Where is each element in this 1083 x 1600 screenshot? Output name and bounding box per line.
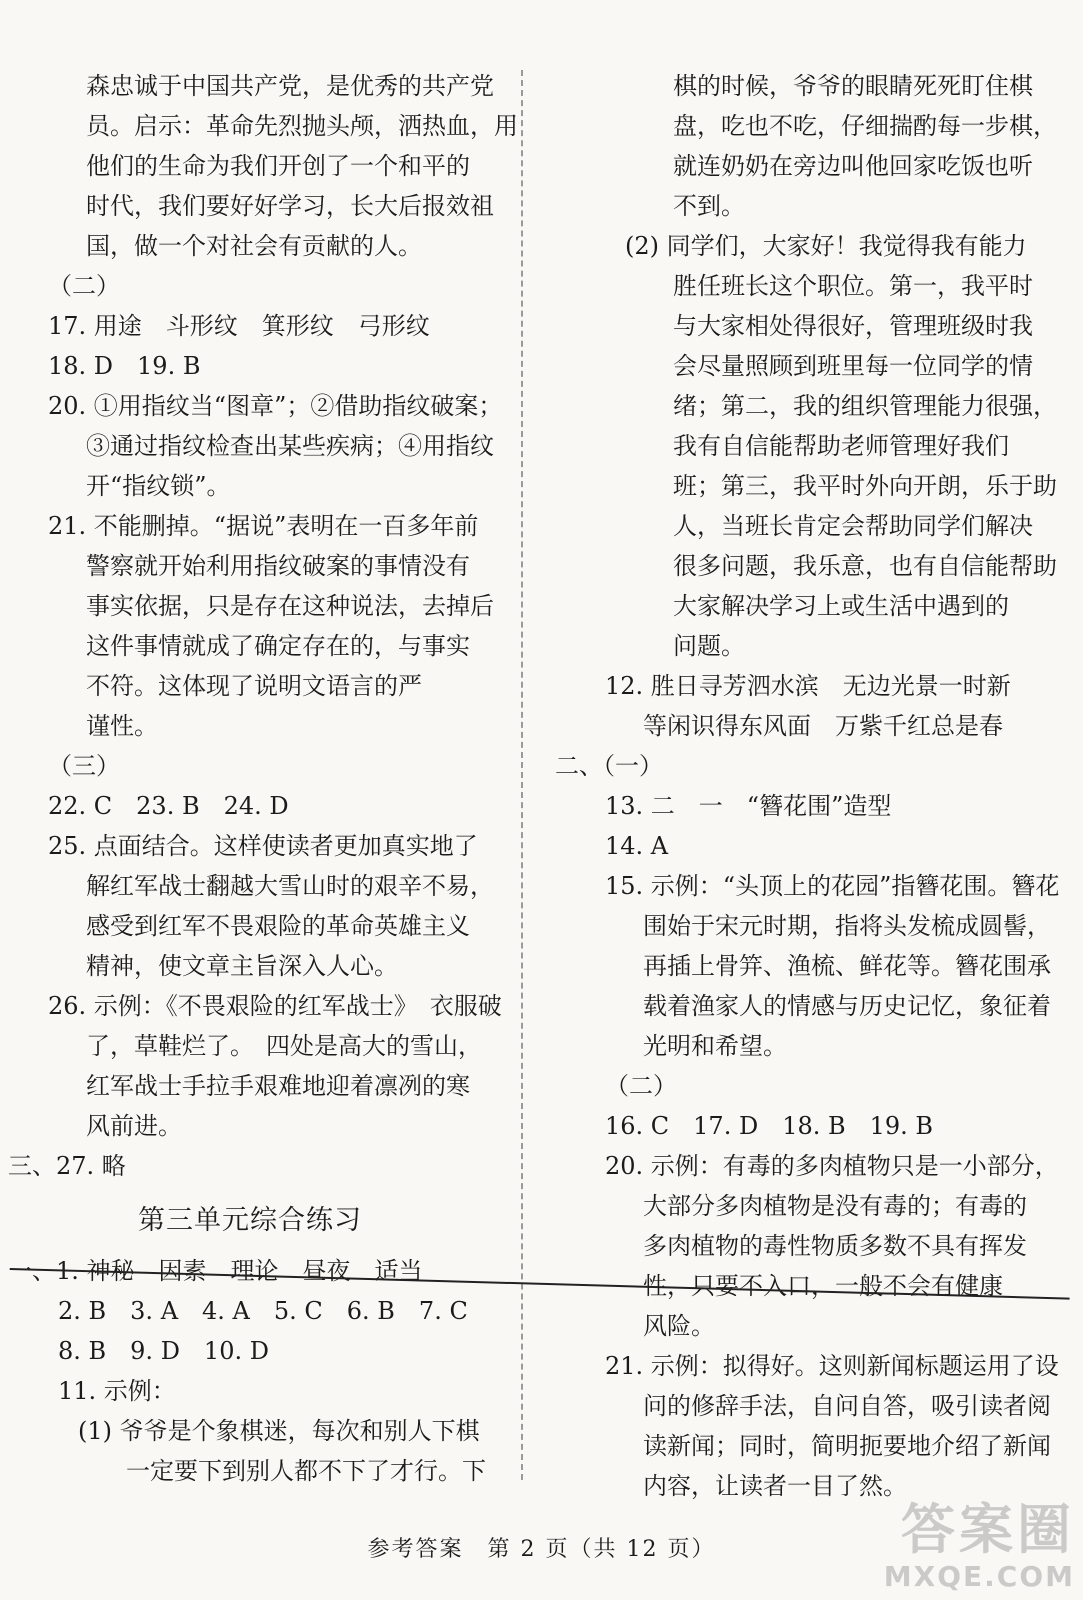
answer-line: 16. C 17. D 18. B 19. B	[605, 1112, 934, 1140]
watermark-logo	[845, 1500, 1075, 1595]
column-divider	[521, 70, 523, 1480]
answer-line: 风前进。	[86, 1112, 182, 1140]
watermark-text: 答案圈	[901, 1498, 1075, 1561]
answer-line: 17. 用途 斗形纹 箕形纹 弓形纹	[48, 312, 430, 340]
answer-line: 感受到红军不畏艰险的革命英雄主义	[86, 912, 470, 940]
answer-line: 绪；第二，我的组织管理能力很强，	[673, 392, 1057, 420]
answer-line: 了，草鞋烂了。 四处是高大的雪山，	[86, 1032, 482, 1060]
answer-line: 26. 示例：《不畏艰险的红军战士》 衣服破	[48, 992, 502, 1020]
watermark-url: MXQE.COM	[883, 1560, 1075, 1593]
answer-line: 警察就开始利用指纹破案的事情没有	[86, 552, 470, 580]
answer-line: 事实依据，只是存在这种说法，去掉后	[86, 592, 494, 620]
answer-line: （二）	[605, 1072, 677, 1100]
answer-line: 解红军战士翻越大雪山时的艰辛不易，	[86, 872, 494, 900]
answer-line: 性，只要不入口，一般不会有健康	[643, 1272, 1003, 1300]
answer-line: 会尽量照顾到班里每一位同学的情	[673, 352, 1033, 380]
answer-line: 谨性。	[86, 712, 158, 740]
answer-line: 多肉植物的毒性物质多数不具有挥发	[643, 1232, 1027, 1260]
answer-line: 围始于宋元时期，指将头发梳成圆髻，	[643, 912, 1051, 940]
answer-line: (1) 爷爷是个象棋迷，每次和别人下棋	[78, 1417, 480, 1445]
answer-line: 15. 示例：“头顶上的花园”指簪花围。簪花	[605, 872, 1060, 900]
answer-line: 三、27. 略	[8, 1152, 126, 1180]
answer-line: 时代，我们要好好学习，长大后报效祖	[86, 192, 494, 220]
answer-line: 棋的时候，爷爷的眼睛死死盯住棋	[673, 72, 1033, 100]
answer-line: 21. 示例：拟得好。这则新闻标题运用了设	[605, 1352, 1059, 1380]
answer-line: 11. 示例：	[58, 1377, 176, 1405]
answer-line: ③通过指纹检查出某些疾病；④用指纹	[86, 432, 494, 460]
answer-line: 12. 胜日寻芳泗水滨 无边光景一时新	[605, 672, 1011, 700]
answer-line: 读新闻；同时，简明扼要地介绍了新闻	[643, 1432, 1051, 1460]
answer-line: 问的修辞手法，自问自答，吸引读者阅	[643, 1392, 1051, 1420]
answer-line: 胜任班长这个职位。第一，我平时	[673, 272, 1033, 300]
answer-line: （三）	[48, 752, 120, 780]
answer-line: 不符。这体现了说明文语言的严	[86, 672, 422, 700]
answer-line: 森忠诚于中国共产党，是优秀的共产党	[86, 72, 494, 100]
answer-line: 就连奶奶在旁边叫他回家吃饭也听	[673, 152, 1033, 180]
answer-line: 国，做一个对社会有贡献的人。	[86, 232, 422, 260]
answer-line: 18. D 19. B	[48, 352, 201, 380]
answer-line: (2) 同学们，大家好！我觉得我有能力	[625, 232, 1027, 260]
answer-line: 再插上骨笄、渔梳、鲜花等。簪花围承	[643, 952, 1051, 980]
unit-heading: 第三单元综合练习	[138, 1205, 362, 1236]
answer-line: 他们的生命为我们开创了一个和平的	[86, 152, 470, 180]
answer-line: 14. A	[605, 832, 669, 860]
answer-line: 大家解决学习上或生活中遇到的	[673, 592, 1009, 620]
answer-line: 我有自信能帮助老师管理好我们	[673, 432, 1009, 460]
answer-line: 等闲识得东风面 万紫千红总是春	[643, 712, 1003, 740]
answer-line: 很多问题，我乐意，也有自信能帮助	[673, 552, 1057, 580]
answer-line: 光明和希望。	[643, 1032, 787, 1060]
answer-line: 盘，吃也不吃，仔细揣酌每一步棋，	[673, 112, 1057, 140]
answer-line: 13. 二 一 “簪花围”造型	[605, 792, 892, 820]
answer-line: 内容，让读者一目了然。	[643, 1472, 907, 1500]
answer-line: 21. 不能删掉。“据说”表明在一百多年前	[48, 512, 479, 540]
answer-line: 风险。	[643, 1312, 715, 1340]
answer-line: 不到。	[673, 192, 745, 220]
answer-line: 人，当班长肯定会帮助同学们解决	[673, 512, 1033, 540]
answer-line: 20. ①用指纹当“图章”；②借助指纹破案；	[48, 392, 503, 420]
answer-line: 这件事情就成了确定存在的，与事实	[86, 632, 470, 660]
answer-line: 22. C 23. B 24. D	[48, 792, 289, 820]
answer-line: （二）	[48, 272, 120, 300]
page-footer: 参考答案 第 2 页（共 12 页）	[367, 1537, 716, 1562]
answer-line: 载着渔家人的情感与历史记忆，象征着	[643, 992, 1051, 1020]
answer-line: 8. B 9. D 10. D	[58, 1337, 269, 1365]
answer-line: 2. B 3. A 4. A 5. C 6. B 7. C	[58, 1297, 468, 1325]
answer-line: 开“指纹锁”。	[86, 472, 231, 500]
answer-line: 精神，使文章主旨深入人心。	[86, 952, 398, 980]
answer-line: 班；第三，我平时外向开朗，乐于助	[673, 472, 1057, 500]
answer-line: 问题。	[673, 632, 745, 660]
answer-line: 大部分多肉植物是没有毒的；有毒的	[643, 1192, 1027, 1220]
answer-line: 一、1. 神秘 因素 理论 昼夜 适当	[8, 1257, 423, 1285]
answer-line: 二、（一）	[555, 752, 663, 780]
answer-line: 与大家相处得很好，管理班级时我	[673, 312, 1033, 340]
answer-line: 20. 示例：有毒的多肉植物只是一小部分，	[605, 1152, 1059, 1180]
answer-line: 一定要下到别人都不下了才行。下	[126, 1457, 486, 1485]
answer-line: 25. 点面结合。这样使读者更加真实地了	[48, 832, 478, 860]
answer-line: 员。启示：革命先烈抛头颅，洒热血，用	[86, 112, 518, 140]
answer-line: 红军战士手拉手艰难地迎着凛冽的寒	[86, 1072, 470, 1100]
